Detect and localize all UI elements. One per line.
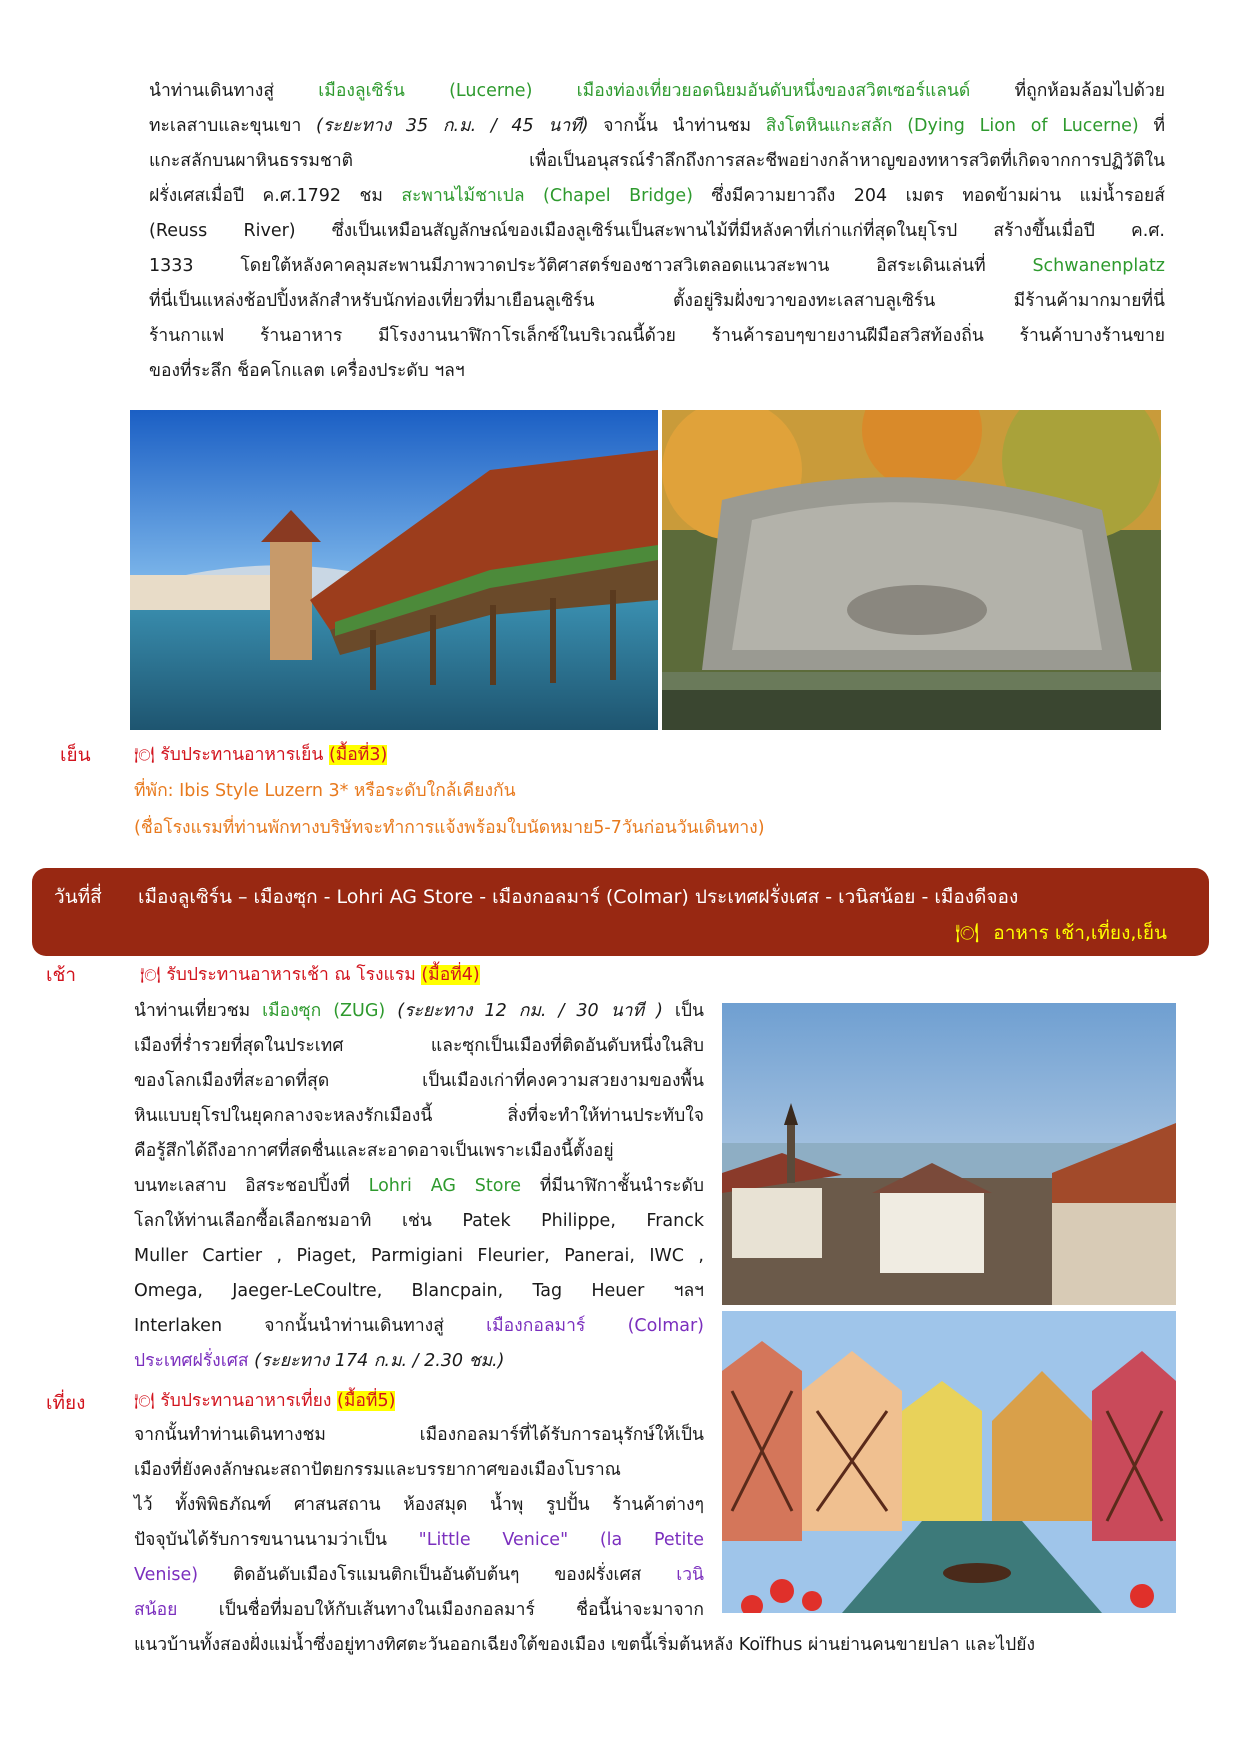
day4-label: วันที่สี่ <box>54 886 102 908</box>
text-line <box>134 1134 704 1169</box>
text-run: ที่นี่เป็นแหล่งช้อปปิ้งหลักสำหรับนักท่องเที่ยวที่มาเยือนลูเซิร์น ตั้งอยู่ริมฝั่งขวาของทะเลสาบลูเซิร์น มีร้านค้ามากมายที่นี่ <box>149 291 1165 311</box>
dinner-label: เย็น <box>60 744 91 766</box>
text-run: จากนั้น นำท่านชม <box>588 116 766 136</box>
highlight-place: เมืองซุก (ZUG) <box>262 1001 386 1021</box>
text-line <box>134 1309 704 1344</box>
text-line <box>134 1523 704 1558</box>
text-run: 1333 โดยใต้หลังคาคลุมสะพานมีภาพวาดประวัติศาสตร์ของชาวสวิเตลอดแนวสะพาน อิสระเดินเล่นที่ <box>149 256 1033 276</box>
text-line <box>149 179 1165 214</box>
text-line <box>134 1239 704 1274</box>
text-line <box>149 319 1165 354</box>
text-run: Omega, Jaeger-LeCoultre, Blancpain, Tag Heuer ฯลฯ <box>134 1281 704 1301</box>
text-run: Muller Cartier , Piaget, Parmigiani Fleurier, Panerai, IWC , <box>134 1246 704 1266</box>
text-line <box>134 1488 704 1523</box>
lunch-meal-number: (มื้อที่5) <box>337 1391 396 1411</box>
text-line <box>149 354 1165 389</box>
text-line <box>149 109 1165 144</box>
highlight-place: Schwanenplatz <box>1032 256 1165 276</box>
highlight-place: เวนิ <box>676 1565 704 1585</box>
text-run: ทะเลสาบและขุนเขา <box>149 116 317 136</box>
day4-meals-text: อาหาร เช้า,เที่ยง,เย็น <box>993 922 1167 944</box>
text-run: แกะสลักบนผาหินธรรมชาติ เพื่อเป็นอนุสรณ์รำลึกถึงการสละชีพอย่างกล้าหาญของทหารสวิตที่เกิดจากการปฏิวัติใน <box>149 151 1165 171</box>
text-run: ฝรั่งเศสเมื่อปี ค.ศ.1792 ชม <box>149 186 402 206</box>
text-line <box>134 1593 704 1628</box>
text-run: นำท่านเดินทางสู่ <box>149 81 319 101</box>
zug-town-photo <box>722 1003 1176 1305</box>
text-line <box>134 1274 704 1309</box>
highlight-place: "Little Venice" (la Petite <box>418 1530 704 1550</box>
text-line <box>134 1453 704 1488</box>
highlight-place: สะพานไม้ชาเปล (Chapel Bridge) <box>401 186 693 206</box>
breakfast-label: เช้า <box>46 964 77 986</box>
text-run: ซึ่งมีความยาวถึง 204 เมตร ทอดข้ามผ่าน แม่น้ำรอยส์ <box>692 186 1165 206</box>
text-run: เมืองที่ยังคงลักษณะสถาปัตยกรรมและบรรยากาศของเมืองโบราณ <box>134 1460 621 1480</box>
text-run: ของโลกเมืองที่สะอาดที่สุด เป็นเมืองเก่าที่คงความสวยงามของพื้น <box>134 1071 704 1091</box>
colmar-little-venice-photo <box>722 1311 1176 1613</box>
highlight-place: ประเทศฝรั่งเศส <box>134 1351 249 1371</box>
lion-monument-photo <box>662 410 1161 730</box>
distance-note: (ระยะทาง 35 ก.ม. / 45 นาที) <box>316 116 589 136</box>
lucerne-description <box>149 74 1165 389</box>
lunch-meal-line <box>134 1383 395 1419</box>
highlight-place: สิงโตหินแกะสลัก (Dying Lion of Lucerne) <box>765 116 1139 136</box>
text-run: ติดอันดับเมืองโรแมนติกเป็นอันดับต้นๆ ของฝรั่งเศส <box>198 1565 677 1585</box>
text-line <box>149 249 1165 284</box>
text-run: บนทะเลสาบ อิสระชอปปิ้งที่ <box>134 1176 369 1196</box>
day4-meals <box>955 918 1167 948</box>
zug-description <box>134 994 704 1379</box>
breakfast-meal-number: (มื้อที่4) <box>421 965 480 985</box>
text-run: โลกให้ท่านเลือกซื้อเลือกชมอาทิ เช่น Patek Philippe, Franck <box>134 1211 704 1231</box>
text-run: ร้านกาแฟ ร้านอาหาร มีโรงงานนาฬิกาโรเล็กซ์ในบริเวณนี้ด้วย ร้านค้ารอบๆขายงานฝีมือสวิสท้องถิ่น ร้านค้าบางร้านขาย <box>149 326 1165 346</box>
text-run: คือรู้สึกได้ถึงอากาศที่สดชื่นและสะอาดอาจเป็นเพราะเมืองนี้ตั้งอยู่ <box>134 1141 614 1161</box>
highlight-place: สน้อย <box>134 1600 178 1620</box>
text-line <box>149 284 1165 319</box>
text-line <box>134 1558 704 1593</box>
text-run: นำท่านเที่ยวชม <box>134 1001 263 1021</box>
text-run: ที่ถูกห้อมล้อมไปด้วย <box>970 81 1166 101</box>
dinner-meal-line <box>134 737 387 773</box>
text-line <box>134 1169 704 1204</box>
plate-utensils-icon: 🍽 <box>134 1391 155 1410</box>
text-line <box>134 1418 704 1453</box>
text-run: จากนั้นทำท่านเดินทางชม เมืองกอลมาร์ที่ได้รับการอนุรักษ์ให้เป็น <box>134 1425 704 1445</box>
breakfast-text: รับประทานอาหารเช้า ณ โรงแรม <box>166 965 416 985</box>
text-line <box>149 214 1165 249</box>
plate-utensils-icon: 🍽 <box>140 965 161 984</box>
text-line <box>134 1344 704 1379</box>
text-line <box>149 144 1165 179</box>
hotel-note: (ชื่อโรงแรมที่ท่านพักทางบริษัทจะทำการแจ้งพร้อมใบนัดหมาย5-7วันก่อนวันเดินทาง) <box>134 818 765 838</box>
dinner-meal-number: (มื้อที่3) <box>328 745 388 765</box>
text-run: เป็น <box>662 1001 704 1021</box>
text-line <box>134 994 704 1029</box>
text-run: (Reuss River) ซึ่งเป็นเหมือนสัญลักษณ์ของเมืองลูเซิร์นเป็นสะพานไม้ที่มีหลังคาที่เก่าแก่ที่สุดในยุโรป สร้างขึ้นเมื่อปี ค.ศ. <box>149 221 1165 241</box>
colmar-last-line: แนวบ้านทั้งสองฝั่งแม่น้ำซึ่งอยู่ทางทิศตะวันออกเฉียงใต้ของเมือง เขตนี้เริ่มต้นหลัง Koïfhus ผ่านย่านคนขายปลา และไปยัง <box>134 1635 1036 1655</box>
breakfast-meal-line <box>140 957 480 993</box>
text-run: ของที่ระลึก ช็อคโกแลต เครื่องประดับ ฯลฯ <box>149 361 465 381</box>
text-run: เป็นชื่อที่มอบให้กับเส้นทางในเมืองกอลมาร์ ชื่อนี้น่าจะมาจาก <box>177 1600 704 1620</box>
highlight-place: เมืองลูเซิร์น (Lucerne) เมืองท่องเที่ยวยอดนิยมอันดับหนึ่งของสวิตเซอร์แลนด์ <box>318 81 971 101</box>
dinner-text: รับประทานอาหารเย็น <box>160 745 324 765</box>
text-run: ที่ <box>1138 116 1165 136</box>
text-run: Interlaken จากนั้นนำท่านเดินทางสู่ <box>134 1316 487 1336</box>
text-run: ที่มีนาฬิกาชั้นนำระดับ <box>521 1176 704 1196</box>
text-line <box>149 74 1165 109</box>
day4-route: เมืองลูเซิร์น – เมืองซุก - Lohri AG Store - เมืองกอลมาร์ (Colmar) ประเทศฝรั่งเศส - เวนิสน้อย - เมืองดีจอง <box>138 886 1019 908</box>
distance-note: (ระยะทาง 174 ก.ม. / 2.30 ชม.) <box>254 1351 505 1371</box>
lunch-text: รับประทานอาหารเที่ยง <box>160 1391 332 1411</box>
hotel-info: ที่พัก: Ibis Style Luzern 3* หรือระดับใกล้เคียงกัน <box>134 781 516 801</box>
highlight-place: Venise) <box>134 1565 199 1585</box>
chapel-bridge-photo <box>130 410 658 730</box>
text-line <box>134 1064 704 1099</box>
text-line <box>134 1099 704 1134</box>
day4-header-bar <box>32 868 1209 956</box>
text-run: เมืองที่ร่ำรวยที่สุดในประเทศ และซุกเป็นเมืองที่ติดอันดับหนึ่งในสิบ <box>134 1036 704 1056</box>
highlight-place: เมืองกอลมาร์ (Colmar) <box>486 1316 704 1336</box>
text-run <box>385 1001 397 1021</box>
plate-utensils-icon: 🍽 <box>955 922 980 944</box>
lunch-label: เที่ยง <box>46 1392 86 1414</box>
plate-utensils-icon: 🍽 <box>134 745 155 764</box>
colmar-description <box>134 1418 704 1628</box>
text-run: หินแบบยุโรปในยุคกลางจะหลงรักเมืองนี้ สิ่งที่จะทำให้ท่านประทับใจ <box>134 1106 704 1126</box>
text-line <box>134 1204 704 1239</box>
text-run: ไว้ ทั้งพิพิธภัณฑ์ ศาสนสถาน ห้องสมุด น้ำพุ รูปปั้น ร้านค้าต่างๆ <box>134 1495 704 1515</box>
text-run: ปัจจุบันได้รับการขนานนามว่าเป็น <box>134 1530 419 1550</box>
text-line <box>134 1029 704 1064</box>
highlight-place: Lohri AG Store <box>368 1176 522 1196</box>
distance-note: (ระยะทาง 12 กม. / 30 นาที ) <box>397 1001 663 1021</box>
